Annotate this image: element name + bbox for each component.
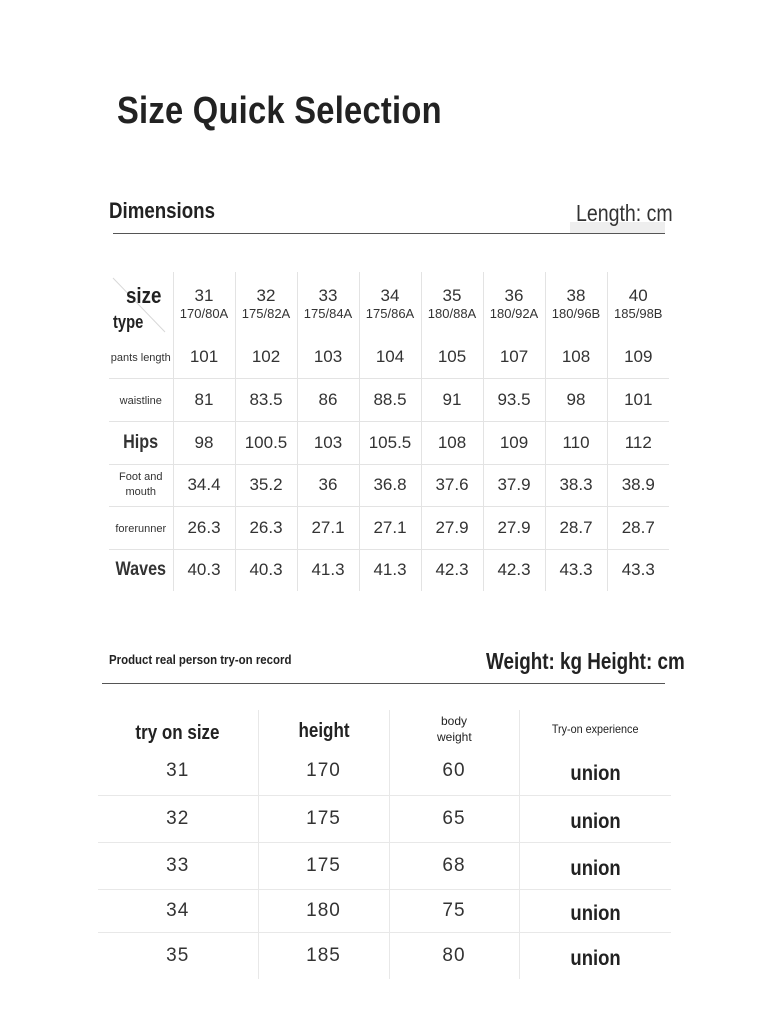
tryon-height-cell [258, 748, 389, 795]
length-unit-label: Length: cm [576, 200, 673, 226]
tryon-experience-cell [519, 748, 671, 795]
measurement-label: forerunner [115, 522, 167, 535]
measurement-value: 43.3 [545, 549, 607, 591]
tryon-height-value: 175 [306, 807, 341, 829]
measurement-value: 103 [297, 336, 359, 378]
measurement-row [109, 336, 669, 378]
measurement-value: 105 [421, 336, 483, 378]
tryon-weight-value: 80 [442, 944, 466, 966]
measurement-value: 81 [173, 378, 235, 421]
size-number: 36 [504, 286, 524, 305]
tryon-size-cell [98, 795, 258, 842]
size-number: 40 [628, 286, 648, 305]
size-standard: 180/88A [427, 306, 477, 321]
tryon-height-value: 185 [306, 944, 341, 966]
size-number: 32 [256, 286, 276, 305]
measurement-value: 43.3 [621, 560, 655, 580]
measurement-value: 27.9 [483, 506, 545, 549]
measurement-value: 98 [173, 421, 235, 464]
size-standard: 175/82A [241, 306, 291, 321]
tryon-weight-value: 75 [442, 899, 466, 921]
measurement-value: 102 [235, 336, 297, 378]
measurement-label-cell [109, 549, 173, 591]
size-standard: 185/98B [614, 306, 663, 321]
tryon-header-weight: body weight [389, 710, 519, 748]
size-header-cell [483, 272, 545, 336]
tryon-weight-value: 60 [442, 760, 466, 782]
tryon-header-size: try on size [98, 710, 258, 748]
measurement-label-cell [109, 336, 173, 378]
measurement-value: 108 [545, 336, 607, 378]
tryon-experience-cell [519, 795, 671, 842]
size-standard: 175/86A [365, 306, 415, 321]
measurement-value: 103 [297, 421, 359, 464]
measurement-value: 104 [359, 336, 421, 378]
measurement-value: 28.7 [607, 506, 669, 549]
measurement-value: 36.8 [359, 464, 421, 506]
measurement-value: 41.3 [297, 549, 359, 591]
measurement-row [109, 549, 669, 591]
measurement-value: 109 [607, 336, 669, 378]
tryon-row [98, 795, 671, 842]
tryon-experience-cell [519, 932, 671, 979]
size-standard: 180/92A [489, 306, 539, 321]
measurement-value: 42.3 [483, 549, 545, 591]
measurement-value: 34.4 [173, 464, 235, 506]
size-header-cell [607, 272, 669, 336]
measurement-row [109, 378, 669, 421]
size-header-row [109, 272, 669, 336]
page-title: Size Quick Selection [117, 90, 442, 132]
measurement-value: 86 [297, 378, 359, 421]
tryon-header-height: height [258, 710, 389, 748]
size-number: 31 [194, 286, 214, 305]
tryon-height-value: 175 [306, 854, 341, 876]
measurement-value: 26.3 [173, 506, 235, 549]
measurement-value: 101 [607, 378, 669, 421]
measurement-value: 109 [483, 421, 545, 464]
measurement-value: 27.1 [359, 506, 421, 549]
measurement-row [109, 464, 669, 506]
dimensions-heading: Dimensions [109, 198, 215, 223]
measurement-value: 41.3 [359, 549, 421, 591]
tryon-row [98, 932, 671, 979]
tryon-row [98, 889, 671, 932]
measurement-value: 37.6 [421, 464, 483, 506]
tryon-height-cell [258, 889, 389, 932]
tryon-weight-cell [389, 932, 519, 979]
measurement-value: 93.5 [483, 378, 545, 421]
tryon-row [98, 842, 671, 889]
tryon-weight-cell [389, 795, 519, 842]
dimensions-rule [113, 233, 665, 234]
tryon-header-experience: Try-on experience [551, 722, 639, 736]
tryon-row [98, 748, 671, 795]
tryon-size-value: 35 [166, 944, 190, 966]
measurement-value: 107 [483, 336, 545, 378]
corner-type-label: type [113, 312, 144, 332]
size-header-cell [545, 272, 607, 336]
measurement-row [109, 421, 669, 464]
measurement-label-cell [109, 464, 173, 506]
measurement-label-cell [109, 378, 173, 421]
tryon-experience-value: union [570, 762, 621, 786]
tryon-weight-value: 65 [442, 807, 466, 829]
measurement-label: Foot and mouth [119, 471, 163, 498]
tryon-size-cell [98, 932, 258, 979]
tryon-weight-cell [389, 748, 519, 795]
tryon-weight-value: 68 [442, 854, 466, 876]
tryon-height-value: 170 [306, 760, 341, 782]
measurement-value: 110 [545, 421, 607, 464]
measurement-value: 37.9 [483, 464, 545, 506]
tryon-size-value: 31 [166, 760, 190, 782]
tryon-height-cell [258, 795, 389, 842]
size-number: 34 [380, 286, 400, 305]
measurement-value: 27.9 [421, 506, 483, 549]
tryon-height-value: 180 [306, 899, 341, 921]
measurement-label-cell [109, 421, 173, 464]
tryon-header-row [98, 710, 671, 748]
size-standard: 180/96B [551, 306, 601, 321]
tryon-table [98, 710, 671, 979]
size-header-cell [421, 272, 483, 336]
measurement-value: 101 [173, 336, 235, 378]
tryon-size-value: 32 [166, 807, 190, 829]
measurement-label-cell [109, 506, 173, 549]
size-type-corner-cell [109, 272, 173, 336]
measurement-value: 38.9 [607, 464, 669, 506]
size-header-cell [359, 272, 421, 336]
size-chart-table [109, 272, 669, 591]
tryon-experience-value: union [570, 856, 621, 880]
measurement-label: Waves [115, 559, 167, 581]
measurement-label: waistline [119, 394, 162, 407]
tryon-weight-cell [389, 889, 519, 932]
tryon-experience-cell [519, 842, 671, 889]
tryon-size-value: 34 [166, 899, 190, 921]
corner-size-label: size [126, 283, 162, 308]
measurement-label: pants length [110, 351, 171, 364]
measurement-value: 27.1 [297, 506, 359, 549]
measurement-value: 36 [297, 464, 359, 506]
size-header-cell [235, 272, 297, 336]
tryon-experience-value: union [570, 946, 621, 970]
measurement-value: 40.3 [173, 549, 235, 591]
measurement-value: 40.3 [235, 549, 297, 591]
size-number: 35 [442, 286, 462, 305]
tryon-experience-value: union [570, 809, 621, 833]
measurement-value: 91 [421, 378, 483, 421]
measurement-value: 88.5 [359, 378, 421, 421]
tryon-experience-cell [519, 889, 671, 932]
measurement-value: 112 [607, 421, 669, 464]
tryon-size-cell [98, 842, 258, 889]
measurement-label: Hips [123, 431, 159, 453]
tryon-rule [102, 683, 665, 684]
measurement-value: 105.5 [359, 421, 421, 464]
size-header-cell [173, 272, 235, 336]
measurement-value: 98 [545, 378, 607, 421]
size-header-cell [297, 272, 359, 336]
measurement-value: 26.3 [235, 506, 297, 549]
tryon-unit-label: Weight: kg Height: cm [486, 648, 685, 674]
measurement-row [109, 506, 669, 549]
measurement-value: 100.5 [235, 421, 297, 464]
tryon-height-cell [258, 842, 389, 889]
tryon-heading: Product real person try-on record [109, 652, 292, 667]
measurement-value: 42.3 [421, 549, 483, 591]
measurement-value: 108 [421, 421, 483, 464]
measurement-value: 83.5 [235, 378, 297, 421]
size-standard: 170/80A [179, 306, 229, 321]
measurement-value: 38.3 [545, 464, 607, 506]
measurement-value: 35.2 [235, 464, 297, 506]
measurement-value: 28.7 [545, 506, 607, 549]
tryon-weight-cell [389, 842, 519, 889]
tryon-experience-value: union [570, 901, 621, 925]
tryon-height-cell [258, 932, 389, 979]
size-number: 38 [566, 286, 586, 305]
tryon-size-cell [98, 889, 258, 932]
tryon-size-value: 33 [166, 854, 190, 876]
size-number: 33 [318, 286, 338, 305]
size-standard: 175/84A [303, 306, 353, 321]
tryon-size-cell [98, 748, 258, 795]
